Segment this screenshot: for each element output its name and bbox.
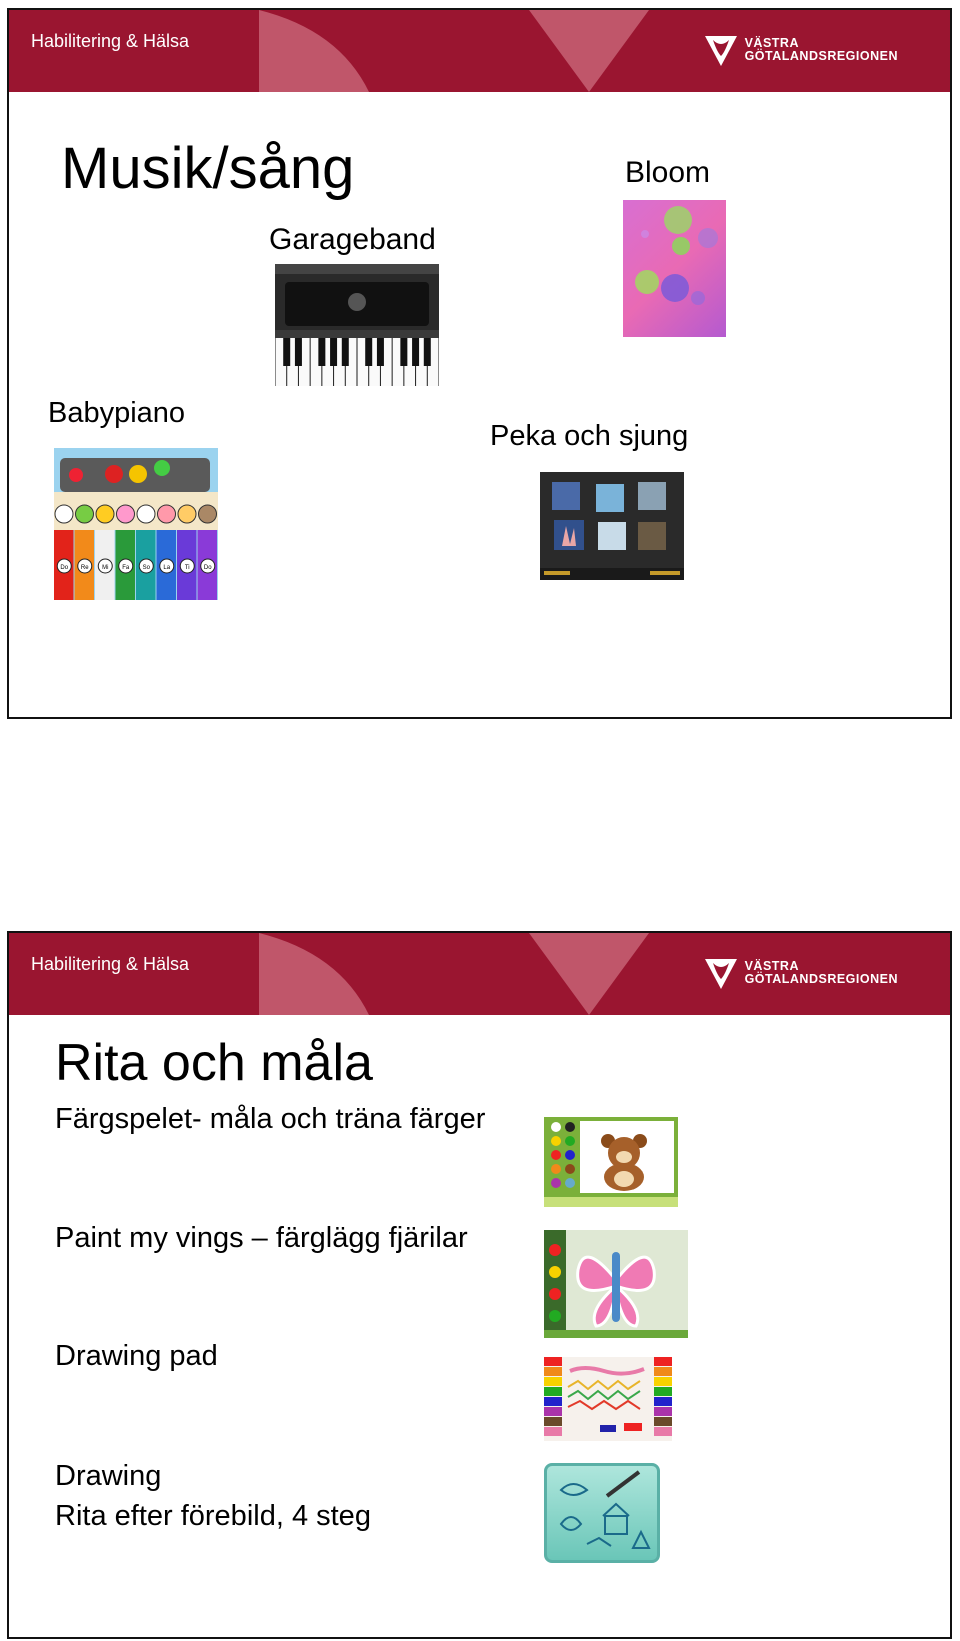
- animal-face: [96, 505, 114, 523]
- label-peka-och-sjung: Peka och sjung: [490, 420, 689, 452]
- label-rita-efter-forebild: Rita efter förebild, 4 steg: [55, 1500, 371, 1532]
- crayon: [544, 1357, 562, 1366]
- bloom-thumbnail: [623, 200, 726, 337]
- vgr-logo: [703, 953, 898, 993]
- key-label: Fa: [122, 565, 130, 571]
- crayon: [544, 1397, 562, 1406]
- drawing-image: [547, 1466, 657, 1560]
- crayon: [544, 1417, 562, 1426]
- label-paint-my-vings: Paint my vings – färglägg fjärilar: [55, 1222, 468, 1254]
- animal-face: [158, 505, 176, 523]
- crayon: [544, 1407, 562, 1416]
- animal-face: [76, 505, 94, 523]
- drawing-thumbnail: [544, 1463, 660, 1563]
- crayon: [654, 1407, 672, 1416]
- crayon: [544, 1367, 562, 1376]
- key-label: Do: [203, 565, 212, 571]
- animal-face: [199, 505, 217, 523]
- peka-image: [540, 472, 684, 580]
- key-label: Ti: [184, 565, 190, 571]
- animal-face: [117, 505, 135, 523]
- key-label: Mi: [102, 565, 109, 571]
- slide-header: [9, 933, 950, 1015]
- animal-face: [178, 505, 196, 523]
- header-title: Habilitering & Hälsa: [31, 954, 190, 974]
- color-dot: [551, 1178, 561, 1188]
- logo-line1: VÄSTRA: [744, 36, 799, 50]
- crayon: [654, 1367, 672, 1376]
- piano-black-key: [318, 338, 325, 366]
- fargspelet-thumbnail: [544, 1117, 678, 1207]
- babypiano-image: [54, 448, 218, 600]
- label-fargspelet: Färgspelet- måla och träna färger: [55, 1103, 486, 1135]
- piano-black-key: [424, 338, 431, 366]
- key-label: La: [163, 565, 171, 571]
- color-dot: [565, 1122, 575, 1132]
- piano-black-key: [400, 338, 407, 366]
- garageband-piano-image: [275, 264, 439, 386]
- garageband-thumbnail: [275, 264, 439, 386]
- label-garageband: Garageband: [269, 223, 436, 256]
- logo-line1: VÄSTRA: [744, 959, 799, 973]
- vgr-logo-icon: [703, 955, 739, 991]
- crayon: [654, 1387, 672, 1396]
- piano-black-key: [377, 338, 384, 366]
- piano-black-key: [342, 338, 349, 366]
- key-label: Re: [80, 565, 89, 571]
- slide-rita: [7, 931, 952, 1639]
- logo-line2: GÖTALANDSREGIONEN: [744, 972, 898, 986]
- logo-line2: GÖTALANDSREGIONEN: [744, 49, 898, 63]
- color-dot: [565, 1178, 575, 1188]
- crayon: [544, 1427, 562, 1436]
- label-bloom: Bloom: [625, 156, 711, 189]
- key-label: Do: [60, 565, 69, 571]
- color-dot: [551, 1122, 561, 1132]
- peka-thumbnail: [540, 472, 684, 580]
- bloom-image: [623, 200, 726, 337]
- paint-image: [544, 1230, 688, 1338]
- animal-face: [55, 505, 73, 523]
- key-label: So: [142, 565, 150, 571]
- slide-header: [9, 10, 950, 92]
- slide-title: Musik/sång: [61, 136, 355, 201]
- piano-black-key: [412, 338, 419, 366]
- paint-thumbnail: [544, 1230, 688, 1338]
- color-dot: [565, 1164, 575, 1174]
- piano-black-key: [295, 338, 302, 366]
- vgr-logo-icon: [703, 32, 739, 68]
- label-drawing: Drawing: [55, 1460, 162, 1492]
- color-dot: [551, 1150, 561, 1160]
- label-drawing-pad: Drawing pad: [55, 1340, 218, 1372]
- animal-face: [137, 505, 155, 523]
- piano-black-key: [365, 338, 372, 366]
- drawingpad-image: [544, 1357, 672, 1441]
- crayon: [544, 1387, 562, 1396]
- label-babypiano: Babypiano: [48, 397, 186, 429]
- drawingpad-thumbnail: [544, 1357, 672, 1441]
- piano-black-key: [283, 338, 290, 366]
- fargspelet-image: [544, 1117, 678, 1207]
- crayon: [654, 1397, 672, 1406]
- color-dot: [565, 1136, 575, 1146]
- crayon: [654, 1357, 672, 1366]
- color-dot: [551, 1136, 561, 1146]
- color-dot: [565, 1150, 575, 1160]
- slide-title: Rita och måla: [55, 1034, 373, 1092]
- vgr-logo: [703, 30, 898, 70]
- babypiano-thumbnail: [54, 448, 218, 600]
- piano-black-key: [330, 338, 337, 366]
- crayon: [654, 1377, 672, 1386]
- crayon: [654, 1427, 672, 1436]
- slide-musik: [7, 8, 952, 719]
- header-title: Habilitering & Hälsa: [31, 31, 190, 51]
- color-dot: [551, 1164, 561, 1174]
- crayon: [544, 1377, 562, 1386]
- crayon: [654, 1417, 672, 1426]
